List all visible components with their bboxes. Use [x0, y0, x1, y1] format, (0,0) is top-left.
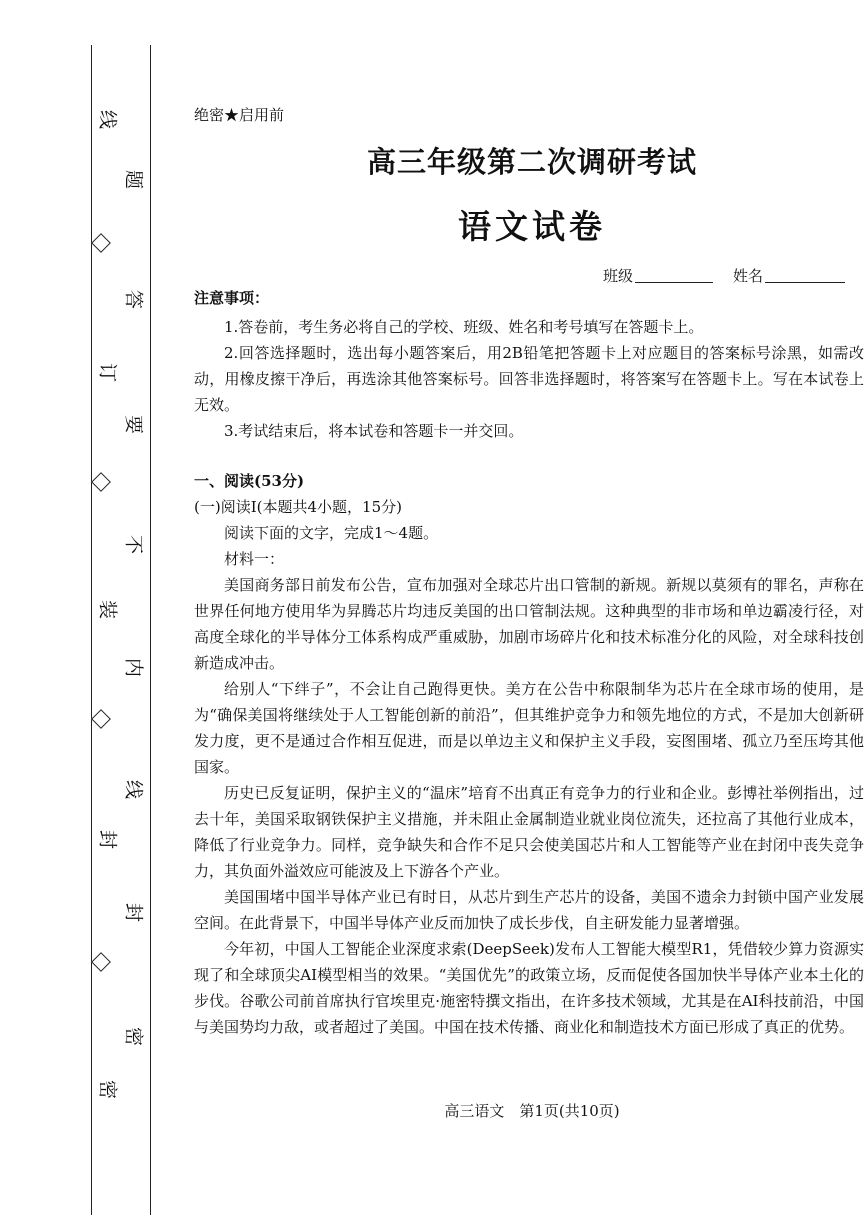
margin-char-nei: 内	[122, 657, 145, 677]
margin-char-feng2: 封	[122, 902, 145, 922]
notice-item: 2.回答选择题时，选出每小题答案后，用2B铅笔把答题卡上对应题目的答案标号涂黑，如需改动，用橡皮擦干净后，再选涂其他答案标号。回答非选择题时，将答案写在答题卡上。写在本试卷上无效。	[194, 344, 864, 414]
margin-char-yao: 要	[122, 414, 145, 434]
margin-char-ti: 题	[122, 169, 145, 189]
section-heading: 一、阅读(53分)	[194, 472, 305, 490]
class-label: 班级	[603, 267, 634, 285]
confidential-mark: 绝密★启用前	[194, 106, 285, 124]
paragraph: 给别人“下绊子”，不会让自己跑得更快。美方在公告中称限制华为芯片在全球市场的使用，是为“确保美国将继续处于人工智能创新的前沿”，但其维护竞争力和领先地位的方式，不是加大创新研发力度，更不是通过合作相互促进，而是以单边主义和保护主义手段，妄图围堵、孤立乃至压垮其他国家。	[194, 680, 864, 776]
notice-item: 1.答卷前，考生务必将自己的学校、班级、姓名和考号填写在答题卡上。	[224, 318, 704, 336]
material-label: 材料一：	[224, 550, 285, 568]
paragraph: 历史已反复证明，保护主义的“温床”培育不出真正有竞争力的行业和企业。彭博社举例指出，过去十年，美国采取钢铁保护主义措施，并未阻止金属制造业就业岗位流失，还拉高了其他行业成本，降低了行业竞争力。同样，竞争缺失和合作不足只会使美国芯片和人工智能等产业在封闭中丧失竞争力，其负面外溢效应可能波及上下游各个产业。	[194, 784, 864, 880]
subject-title: 语文试卷	[458, 207, 606, 246]
paragraph: 今年初，中国人工智能企业深度求索(DeepSeek)发布人工智能大模型R1，凭借较少算力资源实现了和全球顶尖AI模型相当的效果。“美国优先”的政策立场，反而促使各国加快半导体产业本土化的步伐。谷歌公司前首席执行官埃里克·施密特撰文指出，在许多技术领域，尤其是在AI科技前沿，中国与美国势均力敌，或者超过了美国。中国在技术传播、商业化和制造技术方面已形成了真正的优势。	[194, 940, 864, 1036]
name-blank[interactable]	[765, 282, 845, 283]
paragraph: 美国围堵中国半导体产业已有时日，从芯片到生产芯片的设备，美国不遗余力封锁中国产业发展空间。在此背景下，中国半导体产业反而加快了成长步伐，自主研发能力显著增强。	[194, 888, 864, 932]
margin-char-da: 答	[122, 289, 145, 309]
margin-char-mi2: 密	[122, 1026, 145, 1046]
margin-char-ding: 订	[96, 362, 119, 382]
section-subheading: (一)阅读Ⅰ(本题共4小题，15分)	[194, 498, 402, 516]
margin-char-bu: 不	[122, 534, 145, 554]
class-name-line	[603, 265, 845, 286]
paragraph: 美国商务部日前发布公告，宣布加强对全球芯片出口管制的新规。新规以莫须有的罪名，声称在世界任何地方使用华为昇腾芯片均违反美国的出口管制法规。这种典型的非市场和单边霸凌行径，对高度全球化的半导体分工体系构成严重威胁，加剧市场碎片化和技术标准分化的风险，对全球科技创新造成冲击。	[194, 576, 864, 672]
diamond-mark	[91, 952, 111, 972]
notice-title: 注意事项：	[194, 289, 270, 307]
margin-char-xian2: 线	[122, 779, 145, 799]
name-label: 姓名	[733, 267, 764, 285]
exam-title: 高三年级第二次调研考试	[366, 145, 697, 179]
class-blank[interactable]	[635, 282, 713, 283]
notice-item: 3.考试结束后，将本试卷和答题卡一并交回。	[224, 422, 524, 440]
margin-char-mi: 密	[96, 1079, 119, 1099]
section-instruction: 阅读下面的文字，完成1～4题。	[224, 524, 439, 542]
exam-content	[194, 285, 864, 1040]
diamond-mark	[91, 709, 111, 729]
diamond-mark	[91, 472, 111, 492]
margin-char-zhuang: 装	[96, 599, 119, 619]
margin-char-xian: 线	[96, 109, 119, 129]
margin-char-feng: 封	[96, 829, 119, 849]
page-footer: 高三语文 第1页(共10页)	[444, 1102, 620, 1120]
